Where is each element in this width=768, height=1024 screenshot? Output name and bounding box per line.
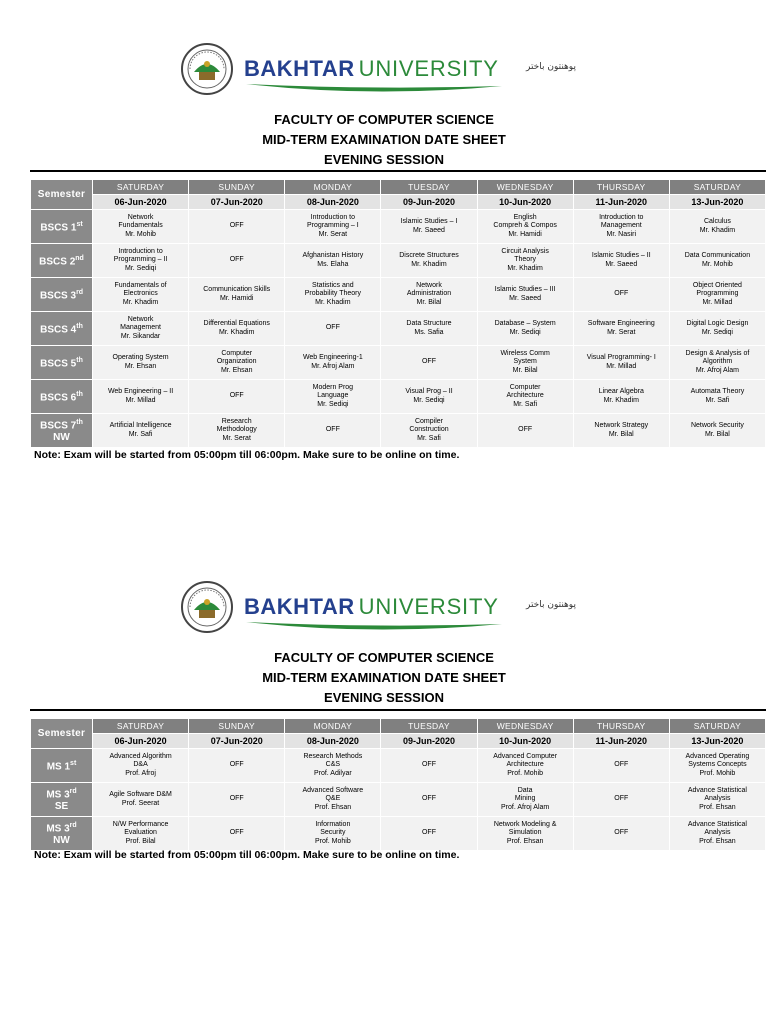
date-sheet-table [30,179,766,448]
semester-name: BSCS 7 [40,420,77,432]
exam-cell: Statistics and Probability Theory Mr. Khadim [285,278,381,312]
brand-name [244,594,499,620]
brand-part-1: BAKHTAR [244,594,355,619]
exam-cell: OFF [573,749,669,783]
date-header: 10-Jun-2020 [477,195,573,210]
exam-cell: OFF [189,783,285,817]
brand-swoosh [244,618,504,632]
semester-suffix: th [76,390,83,398]
date-header: 09-Jun-2020 [381,195,477,210]
exam-cell: OFF [381,346,477,380]
day-header: WEDNESDAY [477,180,573,195]
day-header-row [31,719,766,734]
exam-cell: Communication Skills Mr. Hamidi [189,278,285,312]
exam-cell: Compiler Construction Mr. Safi [381,414,477,448]
semester-suffix: nd [75,254,84,262]
date-header: 06-Jun-2020 [93,734,189,749]
exam-cell: Network Administration Mr. Bilal [381,278,477,312]
exam-cell: Research Methodology Mr. Serat [189,414,285,448]
session-title: EVENING SESSION [324,690,444,705]
semester-name: MS 3 [46,789,70,801]
date-header: 08-Jun-2020 [285,195,381,210]
exam-cell: Advance Statistical Analysis Prof. Ehsan [669,783,765,817]
semester-header: Semester [31,719,93,749]
exam-cell: OFF [381,817,477,851]
exam-cell: Object Oriented Programming Mr. Millad [669,278,765,312]
exam-cell: N/W Performance Evaluation Prof. Bilal [93,817,189,851]
brand-swoosh [244,80,504,94]
divider [30,170,766,172]
exam-cell: Circuit Analysis Theory Mr. Khadim [477,244,573,278]
semester-name: BSCS 6 [40,392,77,404]
semester-cell [31,414,93,448]
university-logo [180,580,580,636]
exam-cell: Computer Architecture Mr. Safi [477,380,573,414]
semester-cell [31,749,93,783]
exam-cell: Linear Algebra Mr. Khadim [573,380,669,414]
semester-name: BSCS 1 [40,222,77,234]
date-header: 08-Jun-2020 [285,734,381,749]
semester-name: BSCS 5 [40,358,77,370]
exam-cell: Network Modeling & Simulation Prof. Ehsan [477,817,573,851]
exam-cell: OFF [285,414,381,448]
faculty-title: FACULTY OF COMPUTER SCIENCE [274,650,494,665]
exam-cell: Introduction to Management Mr. Nasiri [573,210,669,244]
date-header: 11-Jun-2020 [573,734,669,749]
table-row [31,312,766,346]
exam-title: MID-TERM EXAMINATION DATE SHEET [262,132,506,147]
day-header: SATURDAY [669,180,765,195]
table-row [31,817,766,851]
exam-cell: Database – System Mr. Sediqi [477,312,573,346]
exam-cell: Digital Logic Design Mr. Sediqi [669,312,765,346]
table-row [31,783,766,817]
exam-cell: Advanced Software Q&E Prof. Ehsan [285,783,381,817]
day-header: THURSDAY [573,180,669,195]
brand-part-1: BAKHTAR [244,56,355,81]
exam-cell: Web Engineering – II Mr. Millad [93,380,189,414]
semester-suffix: th [76,356,83,364]
exam-cell: OFF [477,414,573,448]
session-title: EVENING SESSION [324,152,444,167]
table-row [31,380,766,414]
semester-program: SE [54,801,69,813]
day-header: TUESDAY [381,180,477,195]
table-row [31,749,766,783]
semester-cell [31,312,93,346]
exam-cell: Data Mining Prof. Afroj Alam [477,783,573,817]
day-header: THURSDAY [573,719,669,734]
exam-cell: Afghanistan History Ms. Elaha [285,244,381,278]
exam-cell: Information Security Prof. Mohib [285,817,381,851]
semester-cell [31,278,93,312]
day-header: SATURDAY [93,719,189,734]
brand-part-2: UNIVERSITY [358,594,499,619]
exam-cell: Wireless Comm System Mr. Bilal [477,346,573,380]
exam-cell: Computer Organization Mr. Ehsan [189,346,285,380]
table-row [31,346,766,380]
semester-name: MS 1 [46,761,71,773]
exam-cell: Introduction to Programming – I Mr. Serat [285,210,381,244]
exam-cell: Network Management Mr. Sikandar [93,312,189,346]
faculty-title: FACULTY OF COMPUTER SCIENCE [274,112,494,127]
day-header: SATURDAY [669,719,765,734]
exam-cell: OFF [189,817,285,851]
exam-cell: Web Engineering-1 Mr. Afroj Alam [285,346,381,380]
semester-cell [31,783,93,817]
date-header: 13-Jun-2020 [669,734,765,749]
date-header: 13-Jun-2020 [669,195,765,210]
day-header: MONDAY [285,180,381,195]
exam-cell: Advanced Operating Systems Concepts Prof. Mohib [669,749,765,783]
day-header: TUESDAY [381,719,477,734]
semester-name: BSCS 2 [39,256,76,268]
brand-name [244,56,499,82]
title-block [0,110,768,170]
exam-cell: OFF [573,278,669,312]
exam-cell: Introduction to Programming – II Mr. Sediqi [93,244,189,278]
exam-cell: OFF [189,380,285,414]
exam-cell: Agile Software D&M Prof. Seerat [93,783,189,817]
day-header: WEDNESDAY [477,719,573,734]
brand-pashto: پوهنتون باختر [526,62,576,72]
exam-note: Note: Exam will be started from 05:00pm till 06:00pm. Make sure to be online on time. [34,449,460,461]
exam-cell: OFF [573,783,669,817]
day-header: SATURDAY [93,180,189,195]
date-header-row [31,195,766,210]
semester-program: NW [53,835,70,847]
date-header: 10-Jun-2020 [477,734,573,749]
table-row [31,244,766,278]
semester-suffix: rd [69,787,77,795]
exam-cell: OFF [381,783,477,817]
semester-cell [31,380,93,414]
exam-cell: Design & Analysis of Algorithm Mr. Afroj Alam [669,346,765,380]
exam-cell: Islamic Studies – II Mr. Saeed [573,244,669,278]
day-header: SUNDAY [189,719,285,734]
day-header: SUNDAY [189,180,285,195]
table-row [31,414,766,448]
exam-cell: Discrete Structures Mr. Khadim [381,244,477,278]
brand-part-2: UNIVERSITY [358,56,499,81]
exam-cell: Islamic Studies – I Mr. Saeed [381,210,477,244]
semester-suffix: rd [69,821,77,829]
university-seal-icon [180,580,234,634]
exam-cell: Fundamentals of Electronics Mr. Khadim [93,278,189,312]
semester-name: BSCS 4 [40,324,77,336]
semester-cell [31,244,93,278]
exam-cell: OFF [573,817,669,851]
exam-cell: Advanced Algorithm D&A Prof. Afroj [93,749,189,783]
divider [30,709,766,711]
semester-suffix: st [76,220,83,228]
semester-suffix: rd [76,288,84,296]
date-header: 07-Jun-2020 [189,734,285,749]
date-header-row [31,734,766,749]
table-row [31,278,766,312]
exam-cell: Visual Programming- I Mr. Millad [573,346,669,380]
semester-suffix: st [70,759,77,767]
table-row [31,210,766,244]
exam-cell: Software Engineering Mr. Serat [573,312,669,346]
exam-cell: OFF [189,210,285,244]
exam-cell: Research Methods C&S Prof. Adilyar [285,749,381,783]
exam-cell: Advance Statistical Analysis Prof. Ehsan [669,817,765,851]
day-header: MONDAY [285,719,381,734]
exam-cell: Network Fundamentals Mr. Mohib [93,210,189,244]
exam-cell: OFF [189,244,285,278]
semester-name: BSCS 3 [39,290,77,302]
exam-cell: Automata Theory Mr. Safi [669,380,765,414]
semester-program: NW [53,432,70,444]
exam-cell: OFF [285,312,381,346]
day-header-row [31,180,766,195]
date-header: 07-Jun-2020 [189,195,285,210]
exam-cell: Visual Prog – II Mr. Sediqi [381,380,477,414]
semester-cell [31,817,93,851]
date-sheet-table [30,718,766,851]
exam-note: Note: Exam will be started from 05:00pm till 06:00pm. Make sure to be online on time. [34,849,460,861]
university-seal-icon [180,42,234,96]
exam-cell: Calculus Mr. Khadim [669,210,765,244]
exam-cell: English Compreh & Compos Mr. Hamidi [477,210,573,244]
exam-cell: OFF [381,749,477,783]
date-header: 11-Jun-2020 [573,195,669,210]
date-header: 09-Jun-2020 [381,734,477,749]
exam-cell: Islamic Studies – III Mr. Saeed [477,278,573,312]
exam-cell: Data Communication Mr. Mohib [669,244,765,278]
semester-cell [31,346,93,380]
semester-header: Semester [31,180,93,210]
semester-suffix: th [76,418,83,426]
university-logo [180,42,580,98]
exam-title: MID-TERM EXAMINATION DATE SHEET [262,670,506,685]
exam-cell: Advanced Computer Architecture Prof. Mohib [477,749,573,783]
exam-cell: Artificial Intelligence Mr. Safi [93,414,189,448]
exam-cell: Modern Prog Language Mr. Sediqi [285,380,381,414]
exam-cell: Data Structure Ms. Safia [381,312,477,346]
semester-suffix: th [76,322,83,330]
exam-cell: OFF [189,749,285,783]
semester-name: MS 3 [46,823,70,835]
title-block [0,648,768,708]
exam-cell: Network Strategy Mr. Bilal [573,414,669,448]
exam-cell: Operating System Mr. Ehsan [93,346,189,380]
semester-cell [31,210,93,244]
exam-cell: Network Security Mr. Bilal [669,414,765,448]
date-header: 06-Jun-2020 [93,195,189,210]
brand-pashto: پوهنتون باختر [526,600,576,610]
exam-cell: Differential Equations Mr. Khadim [189,312,285,346]
